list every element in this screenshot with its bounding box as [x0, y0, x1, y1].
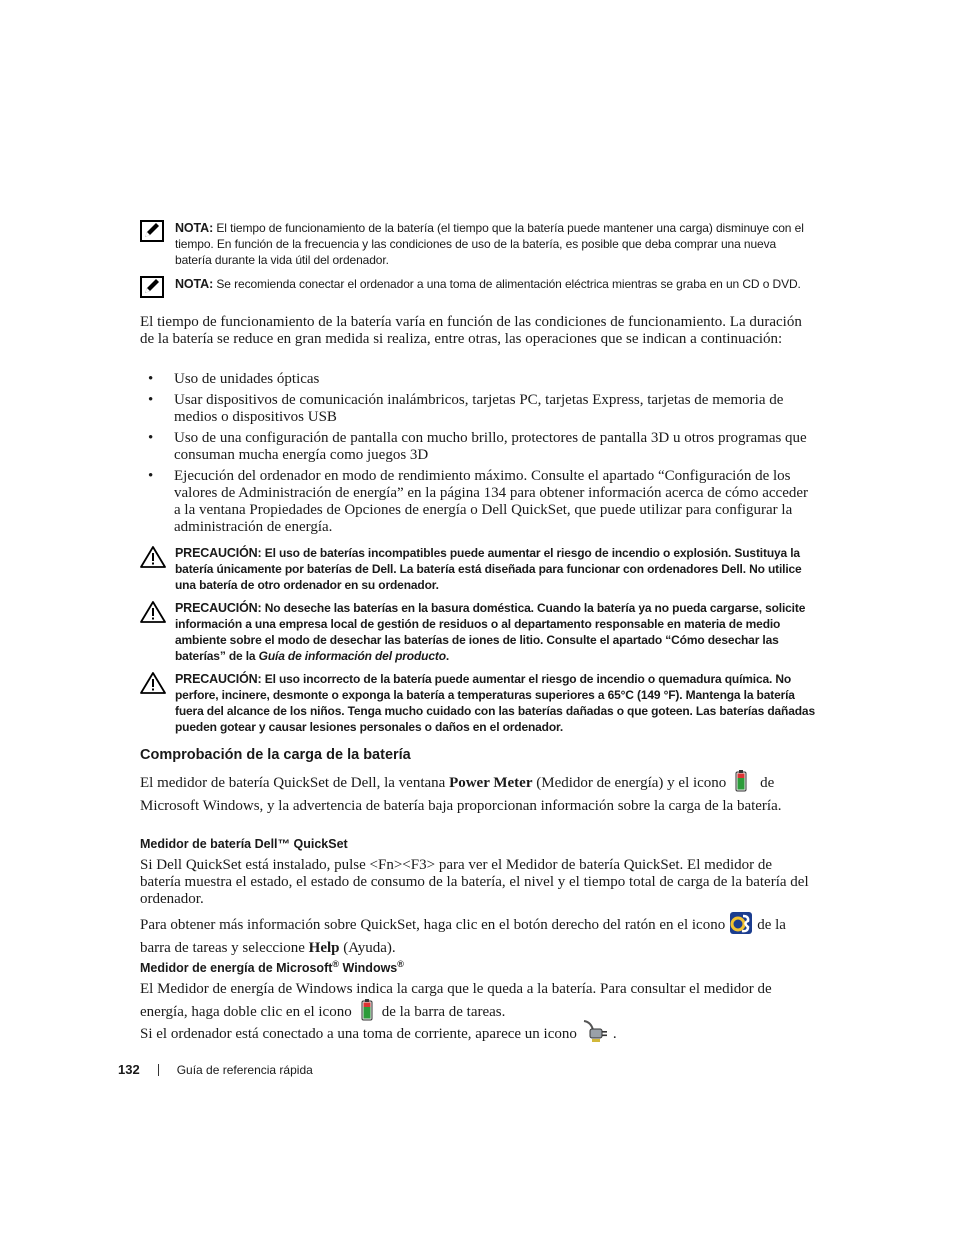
intro-paragraph: El tiempo de funcionamiento de la batería varía en función de las condiciones de funcionamiento. La duración de la batería se reduce en gran medida si realiza, entre otras, las operaciones que se indican a continuación:	[140, 314, 802, 347]
caution-label: PRECAUCIÓN:	[175, 672, 262, 686]
caution-text: El uso incorrecto de la batería puede aumentar el riesgo de incendio o quemadura química. No perfore, incinere, desmonte o exponga la batería a temperaturas superiores a 65°C (149 °F). Mantenga la batería fuera del alcance de los niños. Tenga mucho cuidado con las baterías dañadas o que goteen. Las baterías dañadas pueden gotear y causar lesiones personales o daños en el ordenador.	[175, 672, 815, 734]
note-1	[140, 220, 815, 268]
quickset-icon	[729, 911, 753, 940]
caution-end: .	[445, 649, 450, 663]
note-pencil-icon	[140, 220, 164, 242]
list-item-text: Uso de unidades ópticas	[174, 371, 320, 387]
help-term: Help	[308, 940, 340, 956]
note-2	[140, 276, 815, 292]
caution-2	[140, 600, 815, 664]
bullet-dot: •	[148, 371, 154, 387]
caution-3	[140, 671, 815, 735]
list-item-text: Usar dispositivos de comunicación inalámbricos, tarjetas PC, tarjetas Express, tarjetas de memoria de medios o dispositivos USB	[174, 392, 784, 425]
caution-text: El uso de baterías incompatibles puede aumentar el riesgo de incendio o explosión. Sustituya la batería únicamente por baterías de Dell. La batería está diseñada para funcionar con ordenadores Dell. No utilice una batería de otro ordenador en su ordenador.	[175, 546, 802, 592]
bullet-dot: •	[148, 392, 154, 408]
subsection-title: Medidor de batería Dell™ QuickSet	[140, 837, 348, 851]
note-pencil-icon	[140, 276, 164, 298]
ac-paragraph: Si el ordenador está conectado a una toma de corriente, aparece un icono .	[140, 1018, 812, 1049]
footer-title: Guía de referencia rápida	[176, 1063, 313, 1077]
list-item	[140, 392, 812, 426]
caution-1	[140, 545, 815, 593]
caution-label: PRECAUCIÓN:	[175, 601, 262, 615]
battery-icon	[730, 769, 752, 798]
list-item-text: Ejecución del ordenador en modo de rendimiento máximo. Consulte el apartado “Configuración de los valores de Administración de energía” en la página 134 para obtener información acerca de cómo acceder a la ventana Propiedades de Opciones de energía o Dell QuickSet, que puede utilizar para configurar la administración de energía.	[174, 468, 809, 535]
power-meter-paragraph: El Medidor de energía de Windows indica la carga que le queda a la batería. Para consultar el medidor de energía, haga doble clic en el icono de la barra de tareas.	[140, 981, 812, 1027]
product-guide-title: Guía de información del producto	[258, 649, 446, 663]
list-item	[140, 371, 812, 388]
ac-plug-icon	[581, 1018, 609, 1049]
note-text: Se recomienda conectar el ordenador a una toma de alimentación eléctrica mientras se graba en un CD o DVD.	[216, 277, 801, 291]
caution-text: No deseche las baterías en la basura doméstica. Cuando la batería ya no pueda cargarse, solicite información a una empresa local de gestión de residuos o al departamento responsable en materia de medio ambiente sobre el modo de desechar las baterías de iones de litio. Consulte el apartado “Cómo desechar las baterías” de la	[175, 601, 806, 663]
caution-triangle-icon	[140, 545, 166, 569]
section-paragraph: El medidor de batería QuickSet de Dell, la ventana Power Meter (Medidor de energía) y el icono de Microsoft Windows, y la advertencia de batería baja proporcionan información sobre la carga de la batería.	[140, 769, 812, 815]
bullet-dot: •	[148, 468, 154, 484]
list-item	[140, 468, 812, 536]
bullet-dot: •	[148, 430, 154, 446]
list-item	[140, 430, 812, 464]
caution-triangle-icon	[140, 600, 166, 624]
quickset-paragraph-2: Para obtener más información sobre QuickSet, haga clic en el botón derecho del ratón en el icono de la barra de tareas y seleccione Help (Ayuda).	[140, 911, 812, 957]
subsection-title-2: Medidor de energía de Microsoft® Windows®	[140, 959, 404, 976]
note-text: El tiempo de funcionamiento de la batería (el tiempo que la batería puede mantener una carga) disminuye con el tiempo. En función de la frecuencia y las condiciones de uso de la batería, es posible que deba comprar una nueva batería durante la vida útil del ordenador.	[175, 221, 804, 267]
quickset-paragraph-1: Si Dell QuickSet está instalado, pulse <Fn><F3> para ver el Medidor de batería QuickSet. El medidor de batería muestra el estado, el estado de consumo de la batería, el nivel y el tiempo total de carga de la batería del ordenador.	[140, 857, 809, 907]
caution-label: PRECAUCIÓN:	[175, 546, 262, 560]
bullet-list	[140, 371, 812, 540]
power-meter-term: Power Meter	[449, 775, 533, 791]
note-label: NOTA:	[175, 221, 214, 235]
list-item-text: Uso de una configuración de pantalla con mucho brillo, protectores de pantalla 3D u otros programas que consuman mucha energía como juegos 3D	[174, 430, 807, 463]
note-label: NOTA:	[175, 277, 214, 291]
caution-triangle-icon	[140, 671, 166, 695]
page-footer	[118, 1062, 313, 1077]
section-title: Comprobación de la carga de la batería	[140, 747, 411, 763]
page-number: 132	[118, 1062, 140, 1077]
footer-separator	[158, 1064, 159, 1076]
